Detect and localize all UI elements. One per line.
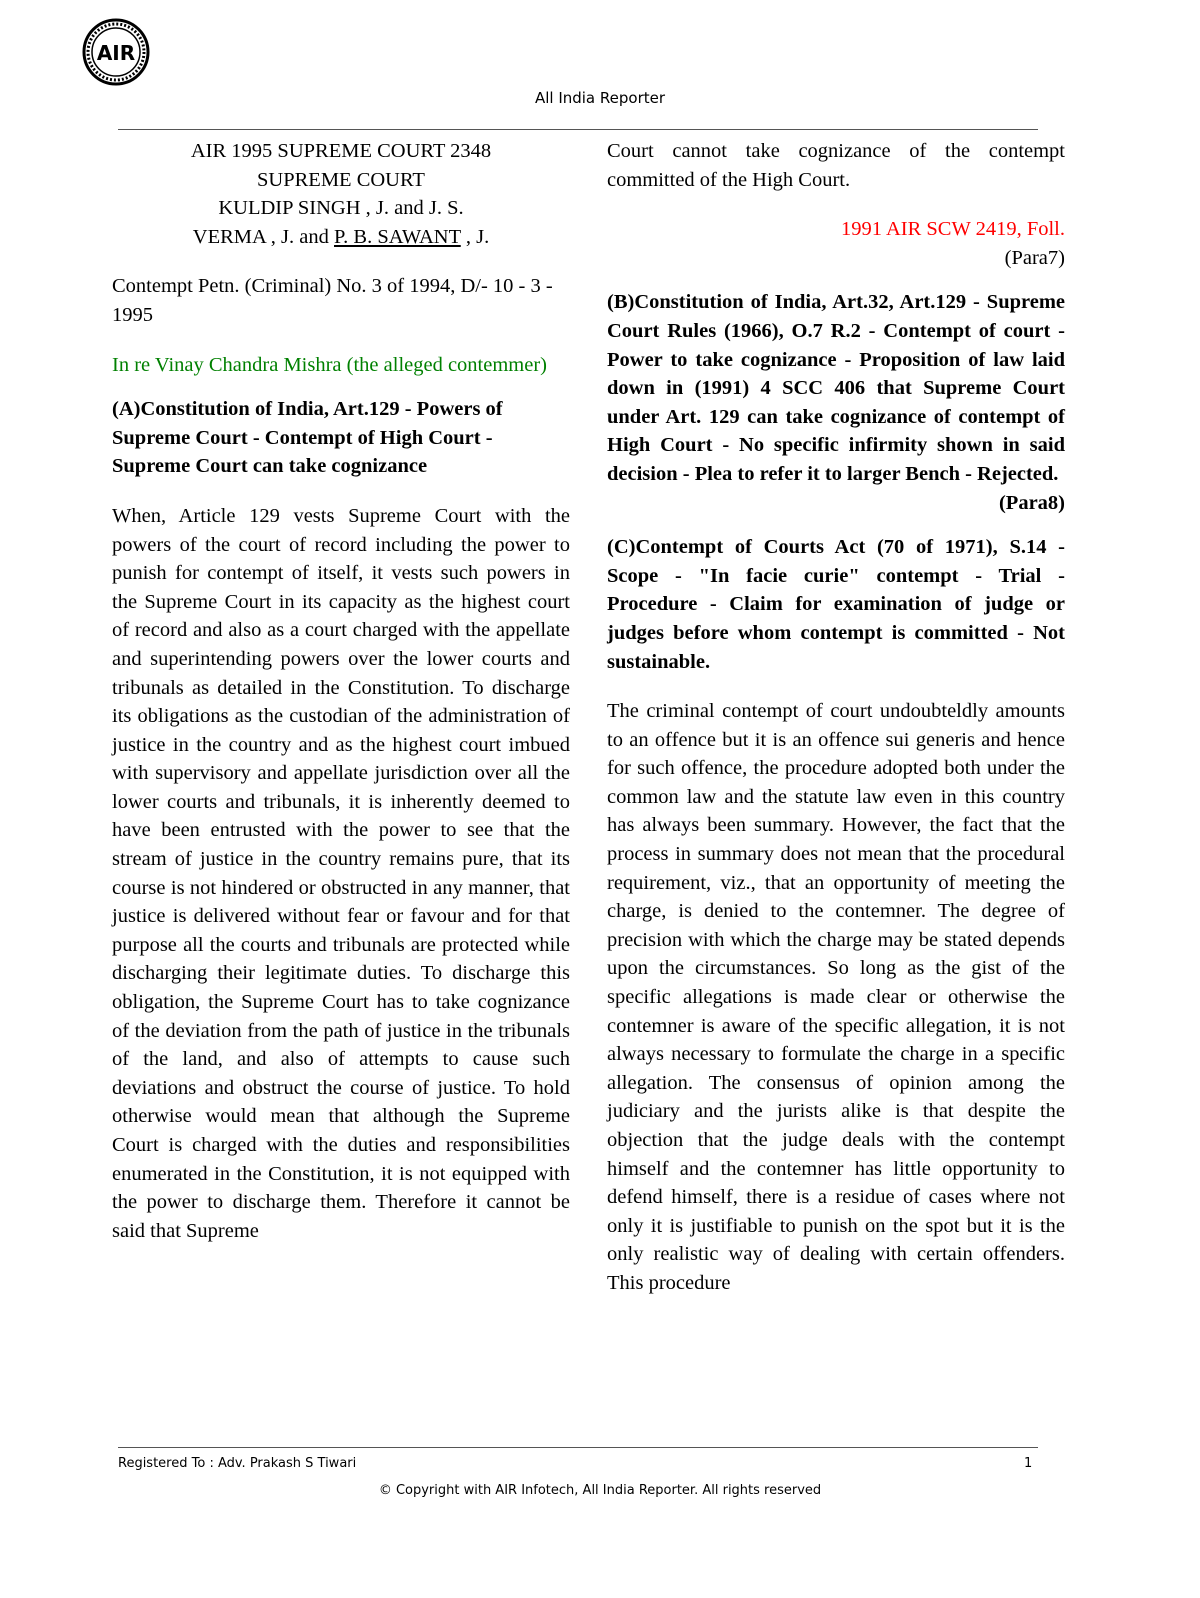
body-a-continued: Court cannot take cognizance of the contempt committed of the High Court. (607, 140, 1065, 191)
publication-title: All India Reporter (534, 89, 666, 107)
para-ref-a: (Para7) (1004, 246, 1065, 269)
headnote-a: (A)Constitution of India, Art.129 - Powers of Supreme Court - Contempt of High Court - Supreme Court can take cognizance (112, 398, 503, 478)
page-number: 1 (1024, 1456, 1033, 1471)
bench-prefix: VERMA , J. and (192, 225, 335, 248)
bench-suffix: , J. (460, 225, 490, 248)
header-rule (118, 129, 1038, 130)
copyright-notice: © Copyright with AIR Infotech, All India Reporter. All rights reserved (378, 1483, 822, 1498)
judge-link[interactable]: P. B. SAWANT (334, 225, 461, 248)
parties: In re Vinay Chandra Mishra (the alleged contemmer) (112, 353, 547, 376)
para-ref-b: (Para8) (998, 491, 1065, 514)
left-column (112, 137, 570, 1245)
bench-line-1: KULDIP SINGH , J. and J. S. (218, 197, 464, 220)
reference-link[interactable]: 1991 AIR SCW 2419, Foll. (840, 218, 1065, 241)
headnote-b: (B)Constitution of India, Art.32, Art.129 - Supreme Court Rules (1966), O.7 R.2 - Contempt of court - Power to take cognizance - Proposition of law laid down in (1991) 4 SCC 406 that Supreme Court under Art. 129 can take cognizance of contempt of High Court - No specific infirmity shown in said decision - Plea to refer it to larger Bench - Rejected. (607, 291, 1065, 485)
body-a: When, Article 129 vests Supreme Court with the powers of the court of record including the power to punish for contempt of itself, it vests such powers in the Supreme Court in its capacity as the highest court of record and also as a court charged with the appellate and superintending powers over the lower courts and tribunals as detailed in the Constitution. To discharge its obligations as the custodian of the administration of justice in the country and as the highest court imbued with supervisory and appellate jurisdiction over all the lower courts and tribunals, it is inherently deemed to have been entrusted with the power to see that the stream of justice in the country remains pure, that its course is not hindered or obstructed in any manner, that justice is delivered without fear or favour and for that purpose all the courts and tribunals are protected while discharging their legitimate duties. To discharge this obligation, the Supreme Court has to take cognizance of the deviation from the path of justice in the tribunals of the land, and also of attempts to cause such deviations and obstruct the course of justice. To hold otherwise would mean that although the Supreme Court is charged with the duties and responsibilities enumerated in the Constitution, it is not equipped with the power to discharge them. Therefore it cannot be said that Supreme (112, 504, 570, 1242)
headnote-c: (C)Contempt of Courts Act (70 of 1971), S.14 - Scope - "In facie curie" contempt - Trial - Procedure - Claim for examination of judge or judges before whom contempt is committed - Not sustainable. (607, 536, 1065, 673)
logo-text: AIR (96, 41, 136, 65)
case-number: Contempt Petn. (Criminal) No. 3 of 1994, D/- 10 - 3 - 1995 (112, 275, 553, 326)
citation: AIR 1995 SUPREME COURT 2348 (190, 140, 492, 162)
footer-rule (118, 1447, 1038, 1448)
court-name: SUPREME COURT (257, 168, 425, 191)
registered-to: Registered To : Adv. Prakash S Tiwari (118, 1456, 357, 1471)
right-column (607, 137, 1065, 1298)
air-logo (82, 18, 150, 86)
bench-line-2 (112, 223, 570, 252)
body-c: The criminal contempt of court undoubteldly amounts to an offence but it is an offence sui generis and hence for such offence, the procedure adopted both under the common law and the statute law even in this country has always been summary. However, the fact that the process in summary does not mean that the procedural requirement, viz., that an opportunity of meeting the charge, is denied to the contemner. The degree of precision with which the charge may be stated depends upon the circumstances. So long as the gist of the specific allegations is made clear or otherwise the contemner is aware of the specific allegation, it is not always necessary to formulate the charge in a specific allegation. The consensus of opinion among the judiciary and the jurists alike is that despite the objection that the judge deals with the contempt himself and the contemner has little opportunity to defend himself, there is a residue of cases where not only it is justifiable to punish on the spot but it is the only realistic way of dealing with certain offenders. This procedure (607, 700, 1065, 1294)
